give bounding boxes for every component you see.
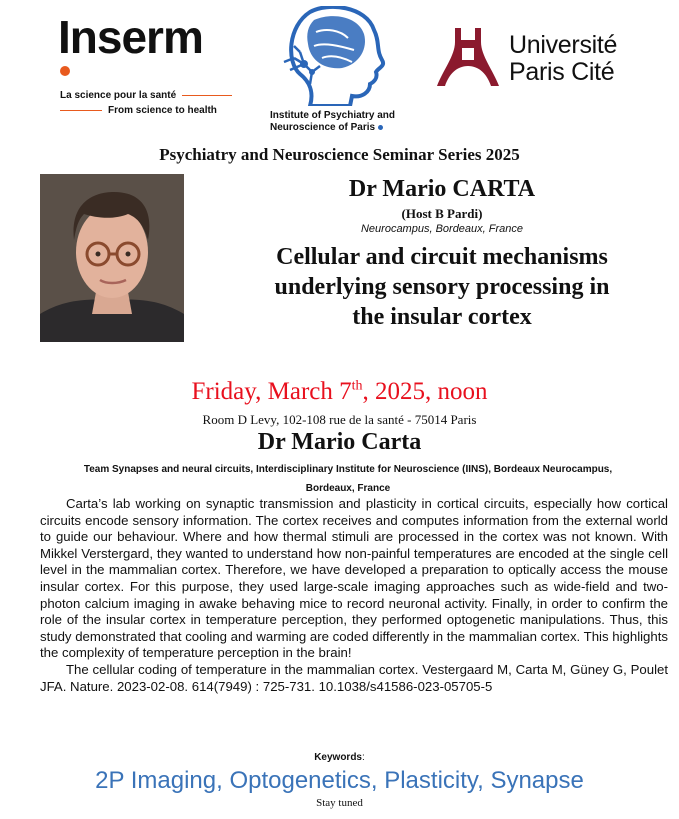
upc-name: Université Paris Cité	[509, 31, 618, 86]
talk-title: Cellular and circuit mechanisms underlying sensory processing in the insular cortex	[274, 244, 610, 330]
tower-icon	[435, 26, 501, 88]
upc-logo	[435, 26, 645, 90]
stay-tuned: Stay tuned	[316, 797, 363, 809]
speaker-name-secondary: Dr Mario Carta	[257, 429, 422, 455]
speaker-institution: Team Synapses and neural circuits, Interdisciplinary Institute for Neuroscience (IINS), Bordeaux Neurocampus, Bordeaux, France	[83, 464, 613, 494]
ipnp-name: Institute of Psychiatry and Neuroscience of Paris	[270, 110, 396, 133]
speaker-host: (Host B Pardi)	[401, 206, 483, 221]
keywords-label: Keywords:	[314, 752, 365, 763]
speaker-affiliation: Neurocampus, Bordeaux, France	[360, 223, 524, 235]
inserm-tagline-fr: La science pour la santé	[60, 90, 232, 101]
event-room: Room D Levy, 102-108 rue de la santé - 75014 Paris	[202, 412, 477, 427]
event-date: Friday, March 7th, 2025, noon	[191, 378, 488, 405]
seminar-series-title: Psychiatry and Neuroscience Seminar Series 2025	[159, 145, 520, 164]
speaker-photo	[40, 174, 184, 342]
abstract	[40, 496, 668, 695]
inserm-wordmark: Inserm	[58, 11, 203, 63]
inserm-logo	[58, 11, 228, 116]
ipnp-dot-icon	[378, 125, 383, 130]
keywords-list: 2P Imaging, Optogenetics, Plasticity, Synapse	[95, 767, 584, 794]
inserm-tagline-en: From science to health	[60, 105, 217, 116]
reference-paragraph: The cellular coding of temperature in the mammalian cortex. Vestergaard M, Carta M, Güney G, Poulet JFA. Nature. 2023-02-08. 614(7949) : 725-731. 10.1038/s41586-023-05705-5	[40, 661, 668, 694]
inserm-dot-icon	[60, 66, 70, 76]
speaker-name: Dr Mario CARTA	[348, 176, 536, 202]
brain-head-icon	[270, 6, 400, 106]
abstract-paragraph: Carta’s lab working on synaptic transmission and plasticity in cortical circuits, especially how cortical circuits encode sensory information. The cortex receives and computes information from the external world to guide our behaviour. Where and how thermal stimuli are processed in the cortex was not known. With Mikkel Verstergard, they wanted to understand how non-painful temperatures are encoded at the single cell level in the mammalian cortex. Therefore, we have developed a preparation to optically access the mouse insular cortex. For this purpose, they used large-scale imaging approaches such as wide-field and two-photon calcium imaging in awake behaving mice to record neuronal activity. Finally, in order to confirm the role of the insular cortex in temperature perception, they performed optogenetic manipulations. Thus, this study demonstrated that cooling and warming are coded differently in the mammalian cortex. This highlights the complexity of temperature perception in the brain!	[40, 496, 668, 661]
speaker-portrait-icon	[40, 174, 184, 342]
ipnp-logo	[262, 6, 412, 136]
